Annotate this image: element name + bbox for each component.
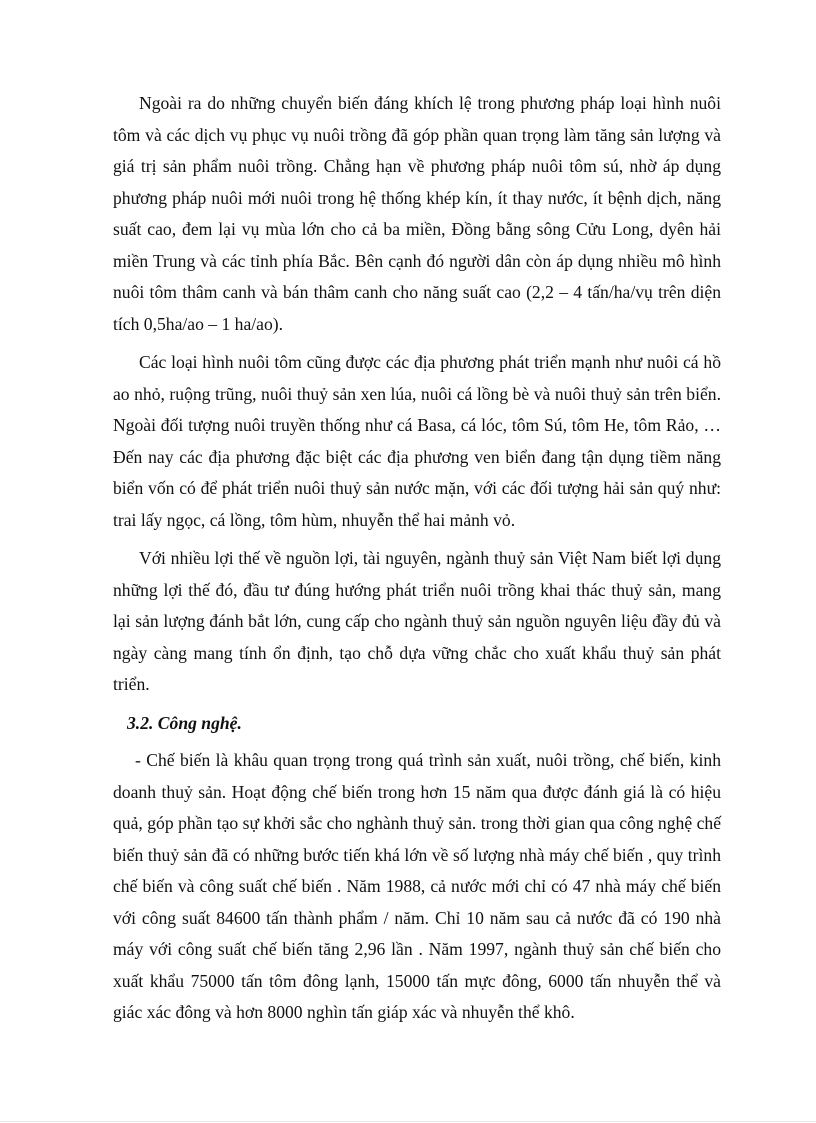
paragraph-shrimp-farming-methods: Ngoài ra do những chuyển biến đáng khích lệ trong phương pháp loại hình nuôi tôm và các dịch vụ phục vụ nuôi trồng đã góp phần quan trọng làm tăng sản lượng và giá trị sản phẩm nuôi trồng. Chẳng hạn về phương pháp nuôi tôm sú, nhờ áp dụng phương pháp nuôi mới nuôi trong hệ thống khép kín, ít thay nước, ít bệnh dịch, năng suất cao, đem lại vụ mùa lớn cho cả ba miền, Đồng bằng sông Cửu Long, dyên hải miền Trung và các tỉnh phía Bắc. Bên cạnh đó người dân còn áp dụng nhiều mô hình nuôi tôm thâm canh và bán thâm canh cho năng suất cao (2,2 – 4 tấn/ha/vụ trên diện tích 0,5ha/ao – 1 ha/ao). xyxy=(113,93,721,334)
paragraph-processing-technology: - Chế biến là khâu quan trọng trong quá trình sản xuất, nuôi trồng, chế biến, kinh doanh thuỷ sản. Hoạt động chế biến trong hơn 15 năm qua được đánh giá là có hiệu quả, góp phần tạo sự khởi sắc cho nghành thuỷ sản. trong thời gian qua công nghệ chế biến thuỷ sản đã có những bước tiến khá lớn về số lượng nhà máy chế biến , quy trình chế biến và công suất chế biến . Năm 1988, cả nước mới chỉ có 47 nhà máy chế biến với công suất 84600 tấn thành phẩm / năm. Chỉ 10 năm sau cả nước đã có 190 nhà máy với công suất chế biến tăng 2,96 lần . Năm 1997, ngành thuỷ sản chế biến cho xuất khẩu 75000 tấn tôm đông lạnh, 15000 tấn mực đông, 6000 tấn nhuyễn thể và giác xác đông và hơn 8000 nghìn tấn giáp xác và nhuyễn thể khô. xyxy=(113,750,721,1022)
paragraph-fisheries-advantages: Với nhiều lợi thế về nguồn lợi, tài nguyên, ngành thuỷ sản Việt Nam biết lợi dụng những lợi thế đó, đầu tư đúng hướng phát triển nuôi trồng khai thác thuỷ sản, mang lại sản lượng đánh bắt lớn, cung cấp cho ngành thuỷ sản nguồn nguyên liệu đầy đủ và ngày càng mang tính ổn định, tạo chỗ dựa vững chắc cho xuất khẩu thuỷ sản phát triển. xyxy=(113,548,721,694)
section-heading-technology: 3.2. Công nghệ. xyxy=(127,712,242,733)
page-bottom-divider xyxy=(0,1121,816,1122)
paragraph-aquaculture-types: Các loại hình nuôi tôm cũng được các địa phương phát triển mạnh như nuôi cá hồ ao nhỏ, ruộng trũng, nuôi thuỷ sản xen lúa, nuôi cá lồng bè và nuôi thuỷ sản trên biển. Ngoài đối tượng nuôi truyền thống như cá Basa, cá lóc, tôm Sú, tôm He, tôm Rảo, … Đến nay các địa phương đặc biệt các địa phương ven biển đang tận dụng tiềm năng biển vốn có để phát triển nuôi thuỷ sản nước mặn, với các đối tượng hải sản quý như: trai lấy ngọc, cá lồng, tôm hùm, nhuyễn thể hai mảnh vỏ. xyxy=(113,352,721,530)
document-body xyxy=(113,88,721,1036)
